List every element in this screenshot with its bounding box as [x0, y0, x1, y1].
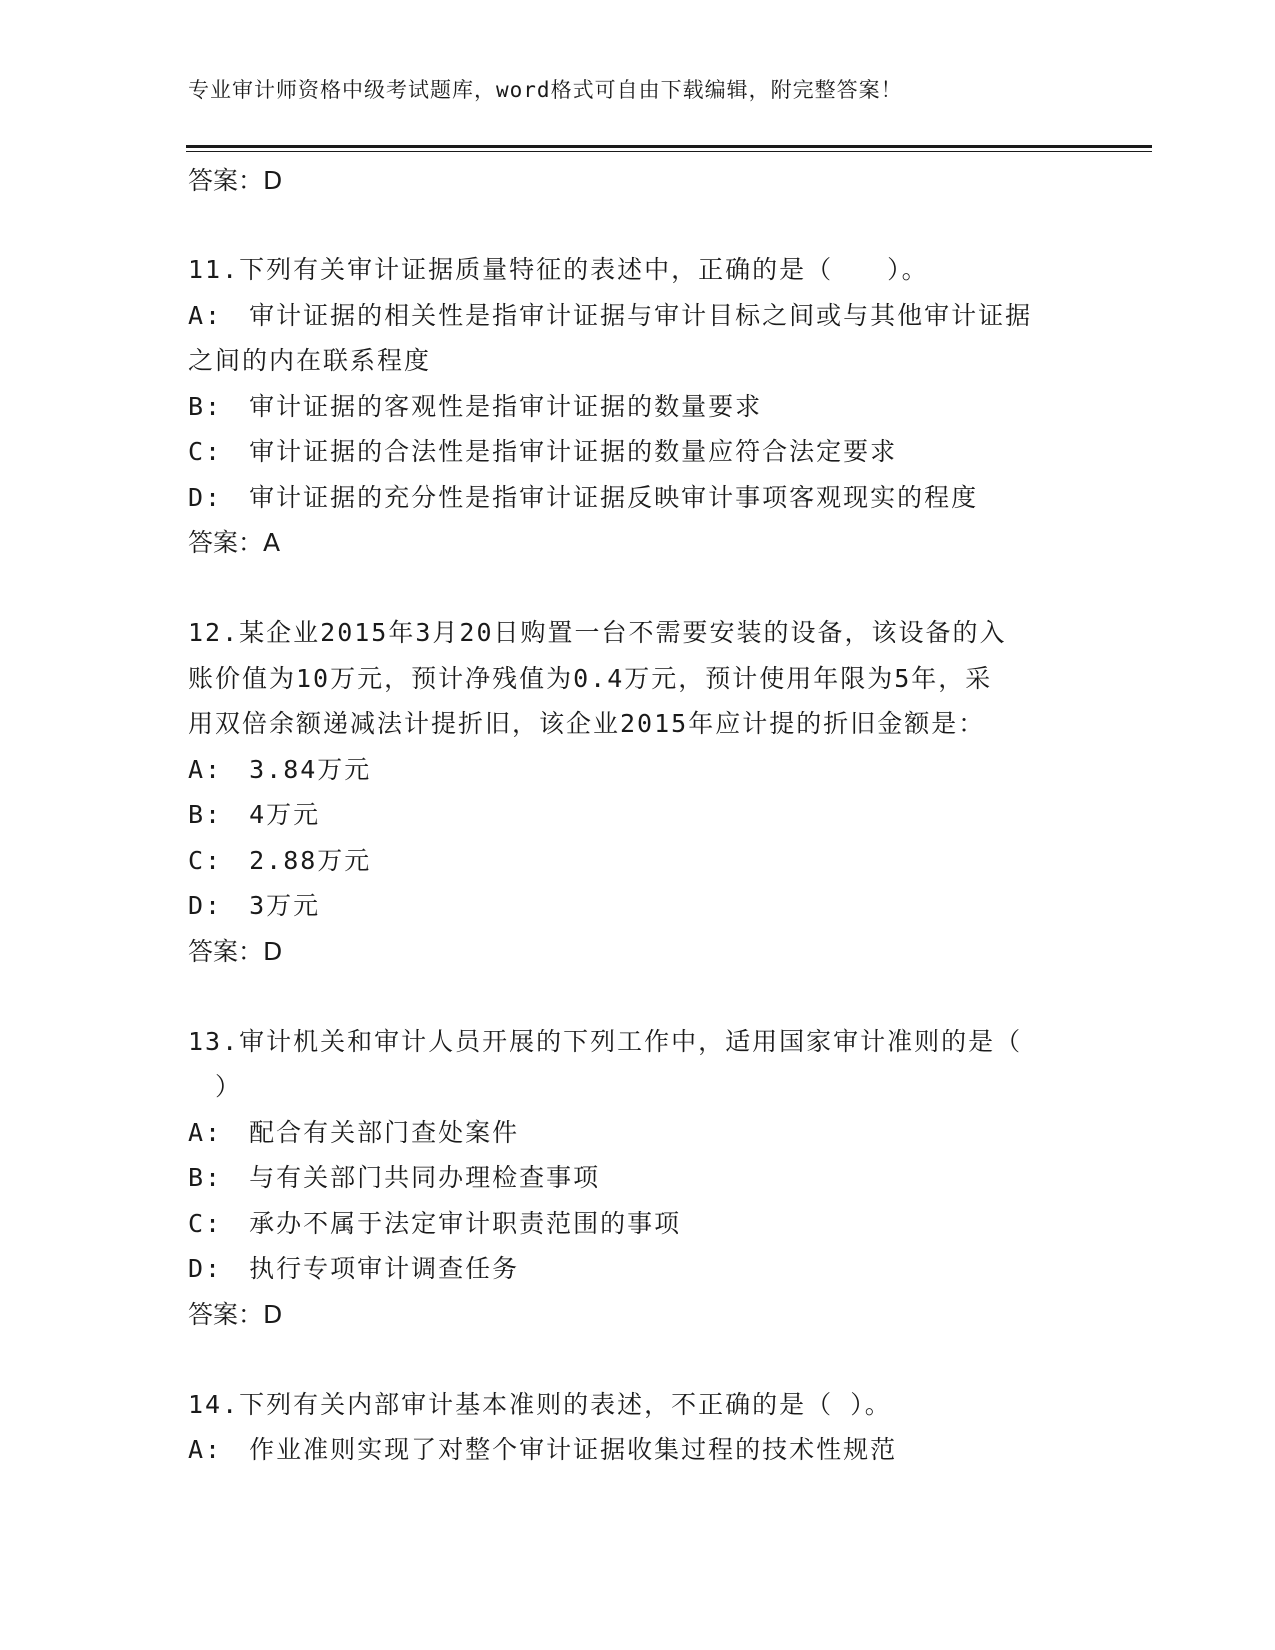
- question-stem-cont: 账价值为10万元，预计净残值为0.4万元，预计使用年限为5年，采: [188, 663, 993, 693]
- option-d: D: 执行专项审计调查任务: [188, 1254, 520, 1283]
- header-rule-thick: [186, 145, 1152, 148]
- option-c: C: 承办不属于法定审计职责范围的事项: [188, 1208, 682, 1238]
- option-b: B: 审计证据的客观性是指审计证据的数量要求: [188, 391, 763, 421]
- document-body: [188, 158, 1088, 1473]
- option-c: C: 2.88万元: [188, 845, 372, 875]
- option-a: A: 3.84万元: [188, 754, 372, 784]
- answer: 答案：D: [188, 1299, 283, 1329]
- option-a: A: 配合有关部门查处案件: [188, 1117, 520, 1147]
- answer: 答案：D: [188, 936, 283, 966]
- question-stem: 12.某企业2015年3月20日购置一台不需要安装的设备，该设备的入: [188, 618, 1007, 647]
- answer-prev: 答案：D: [188, 166, 283, 195]
- question-stem-cont: 用双倍余额递减法计提折旧，该企业2015年应计提的折旧金额是：: [188, 709, 986, 738]
- question-13: [188, 1019, 1088, 1337]
- question-12: [188, 610, 1088, 974]
- option-d: D: 3万元: [188, 891, 321, 920]
- answer: 答案：A: [188, 528, 281, 557]
- page-header: 专业审计师资格中级考试题库，word格式可自由下载编辑，附完整答案！: [188, 78, 903, 102]
- option-a-cont: 之间的内在联系程度: [188, 346, 432, 375]
- header-rule-thin: [186, 151, 1152, 152]
- option-c: C: 审计证据的合法性是指审计证据的数量应符合法定要求: [188, 437, 898, 466]
- option-a: A: 作业准则实现了对整个审计证据收集过程的技术性规范: [188, 1435, 898, 1464]
- option-d: D: 审计证据的充分性是指审计证据反映审计事项客观现实的程度: [188, 482, 979, 512]
- question-stem: 11.下列有关审计证据质量特征的表述中，正确的是（ ）。: [188, 255, 929, 284]
- option-a: A: 审计证据的相关性是指审计证据与审计目标之间或与其他审计证据: [188, 300, 1033, 330]
- question-stem: 14.下列有关内部审计基本准则的表述，不正确的是（ ）。: [188, 1389, 892, 1419]
- question-stem: 13.审计机关和审计人员开展的下列工作中，适用国家审计准则的是（: [188, 1026, 1023, 1056]
- question-stem-cont: ）: [188, 1072, 243, 1101]
- question-14: [188, 1382, 1088, 1473]
- question-11: [188, 247, 1088, 565]
- option-b: B: 与有关部门共同办理检查事项: [188, 1163, 601, 1192]
- option-b: B: 4万元: [188, 800, 321, 829]
